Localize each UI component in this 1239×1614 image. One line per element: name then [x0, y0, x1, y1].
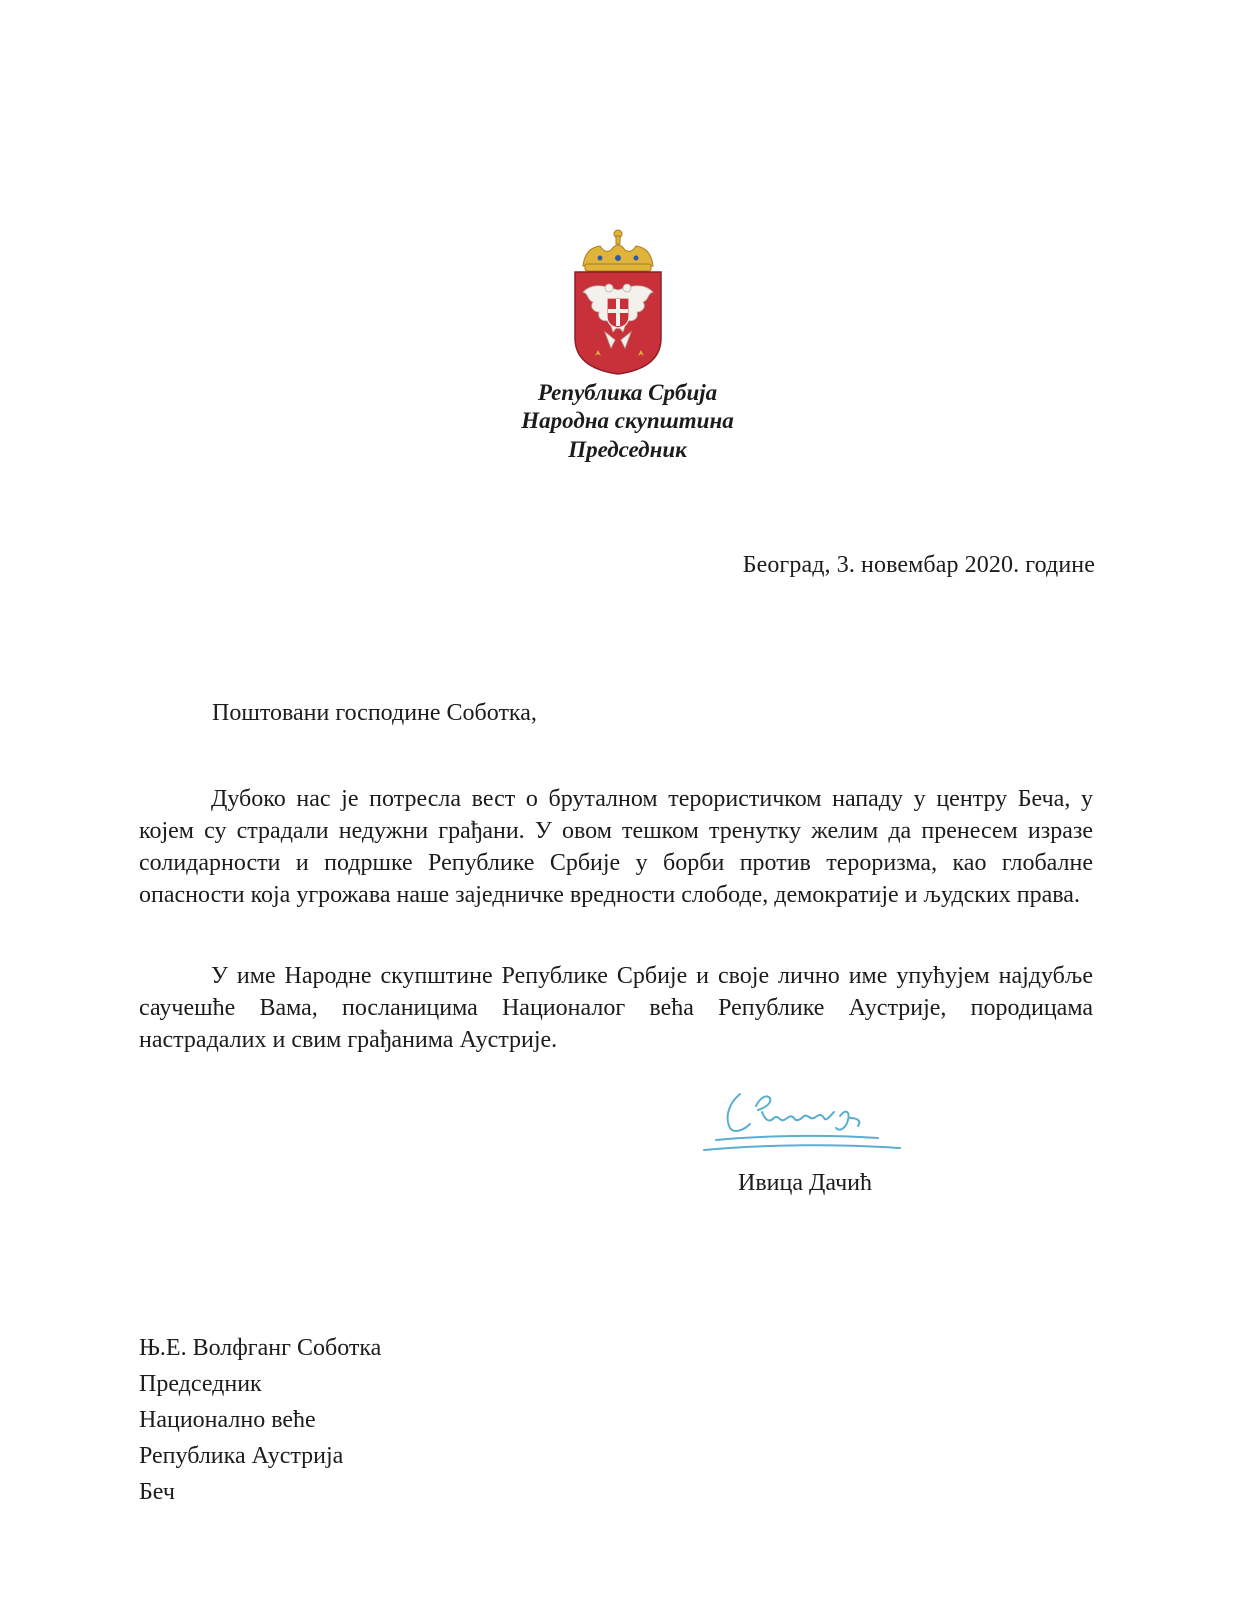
- body-paragraph-2: У име Народне скупштине Републике Србије и своје лично име упућујем најдубље саучешће Вама, посланицима Националог већа Републике Аустрије, породицама настрадалих и свим грађанима Аустрије.: [139, 963, 1093, 1053]
- recipient-institution: Национално веће: [139, 1407, 316, 1433]
- recipient-name: Њ.Е. Волфганг Соботка: [139, 1335, 382, 1361]
- signer-name: Ивица Дачић: [738, 1170, 872, 1196]
- header-office: Председник: [568, 437, 687, 462]
- recipient-country: Република Аустрија: [139, 1443, 344, 1469]
- header-institution: Народна скупштина: [521, 408, 734, 433]
- letter-date: Београд, 3. новембар 2020. године: [742, 552, 1095, 578]
- salutation: Поштовани господине Соботка,: [212, 700, 537, 726]
- body-paragraph-1: Дубоко нас је потресла вест о бруталном терористичком нападу у центру Беча, у којем су страдали недужни грађани. У овом тешком тренутку желим да пренесем изразе солидарности и подршке Републике Србије у борби против тероризма, као глобалне опасности која угрожава наше заједничке вредности слободе, демократије и људских права.: [139, 786, 1093, 908]
- recipient-city: Беч: [139, 1479, 175, 1505]
- header-country: Република Србија: [537, 380, 718, 405]
- recipient-address: [139, 1330, 381, 1510]
- handwritten-signature-icon: [700, 1088, 910, 1168]
- coat-of-arms-icon: [565, 228, 671, 376]
- recipient-title: Председник: [139, 1371, 262, 1397]
